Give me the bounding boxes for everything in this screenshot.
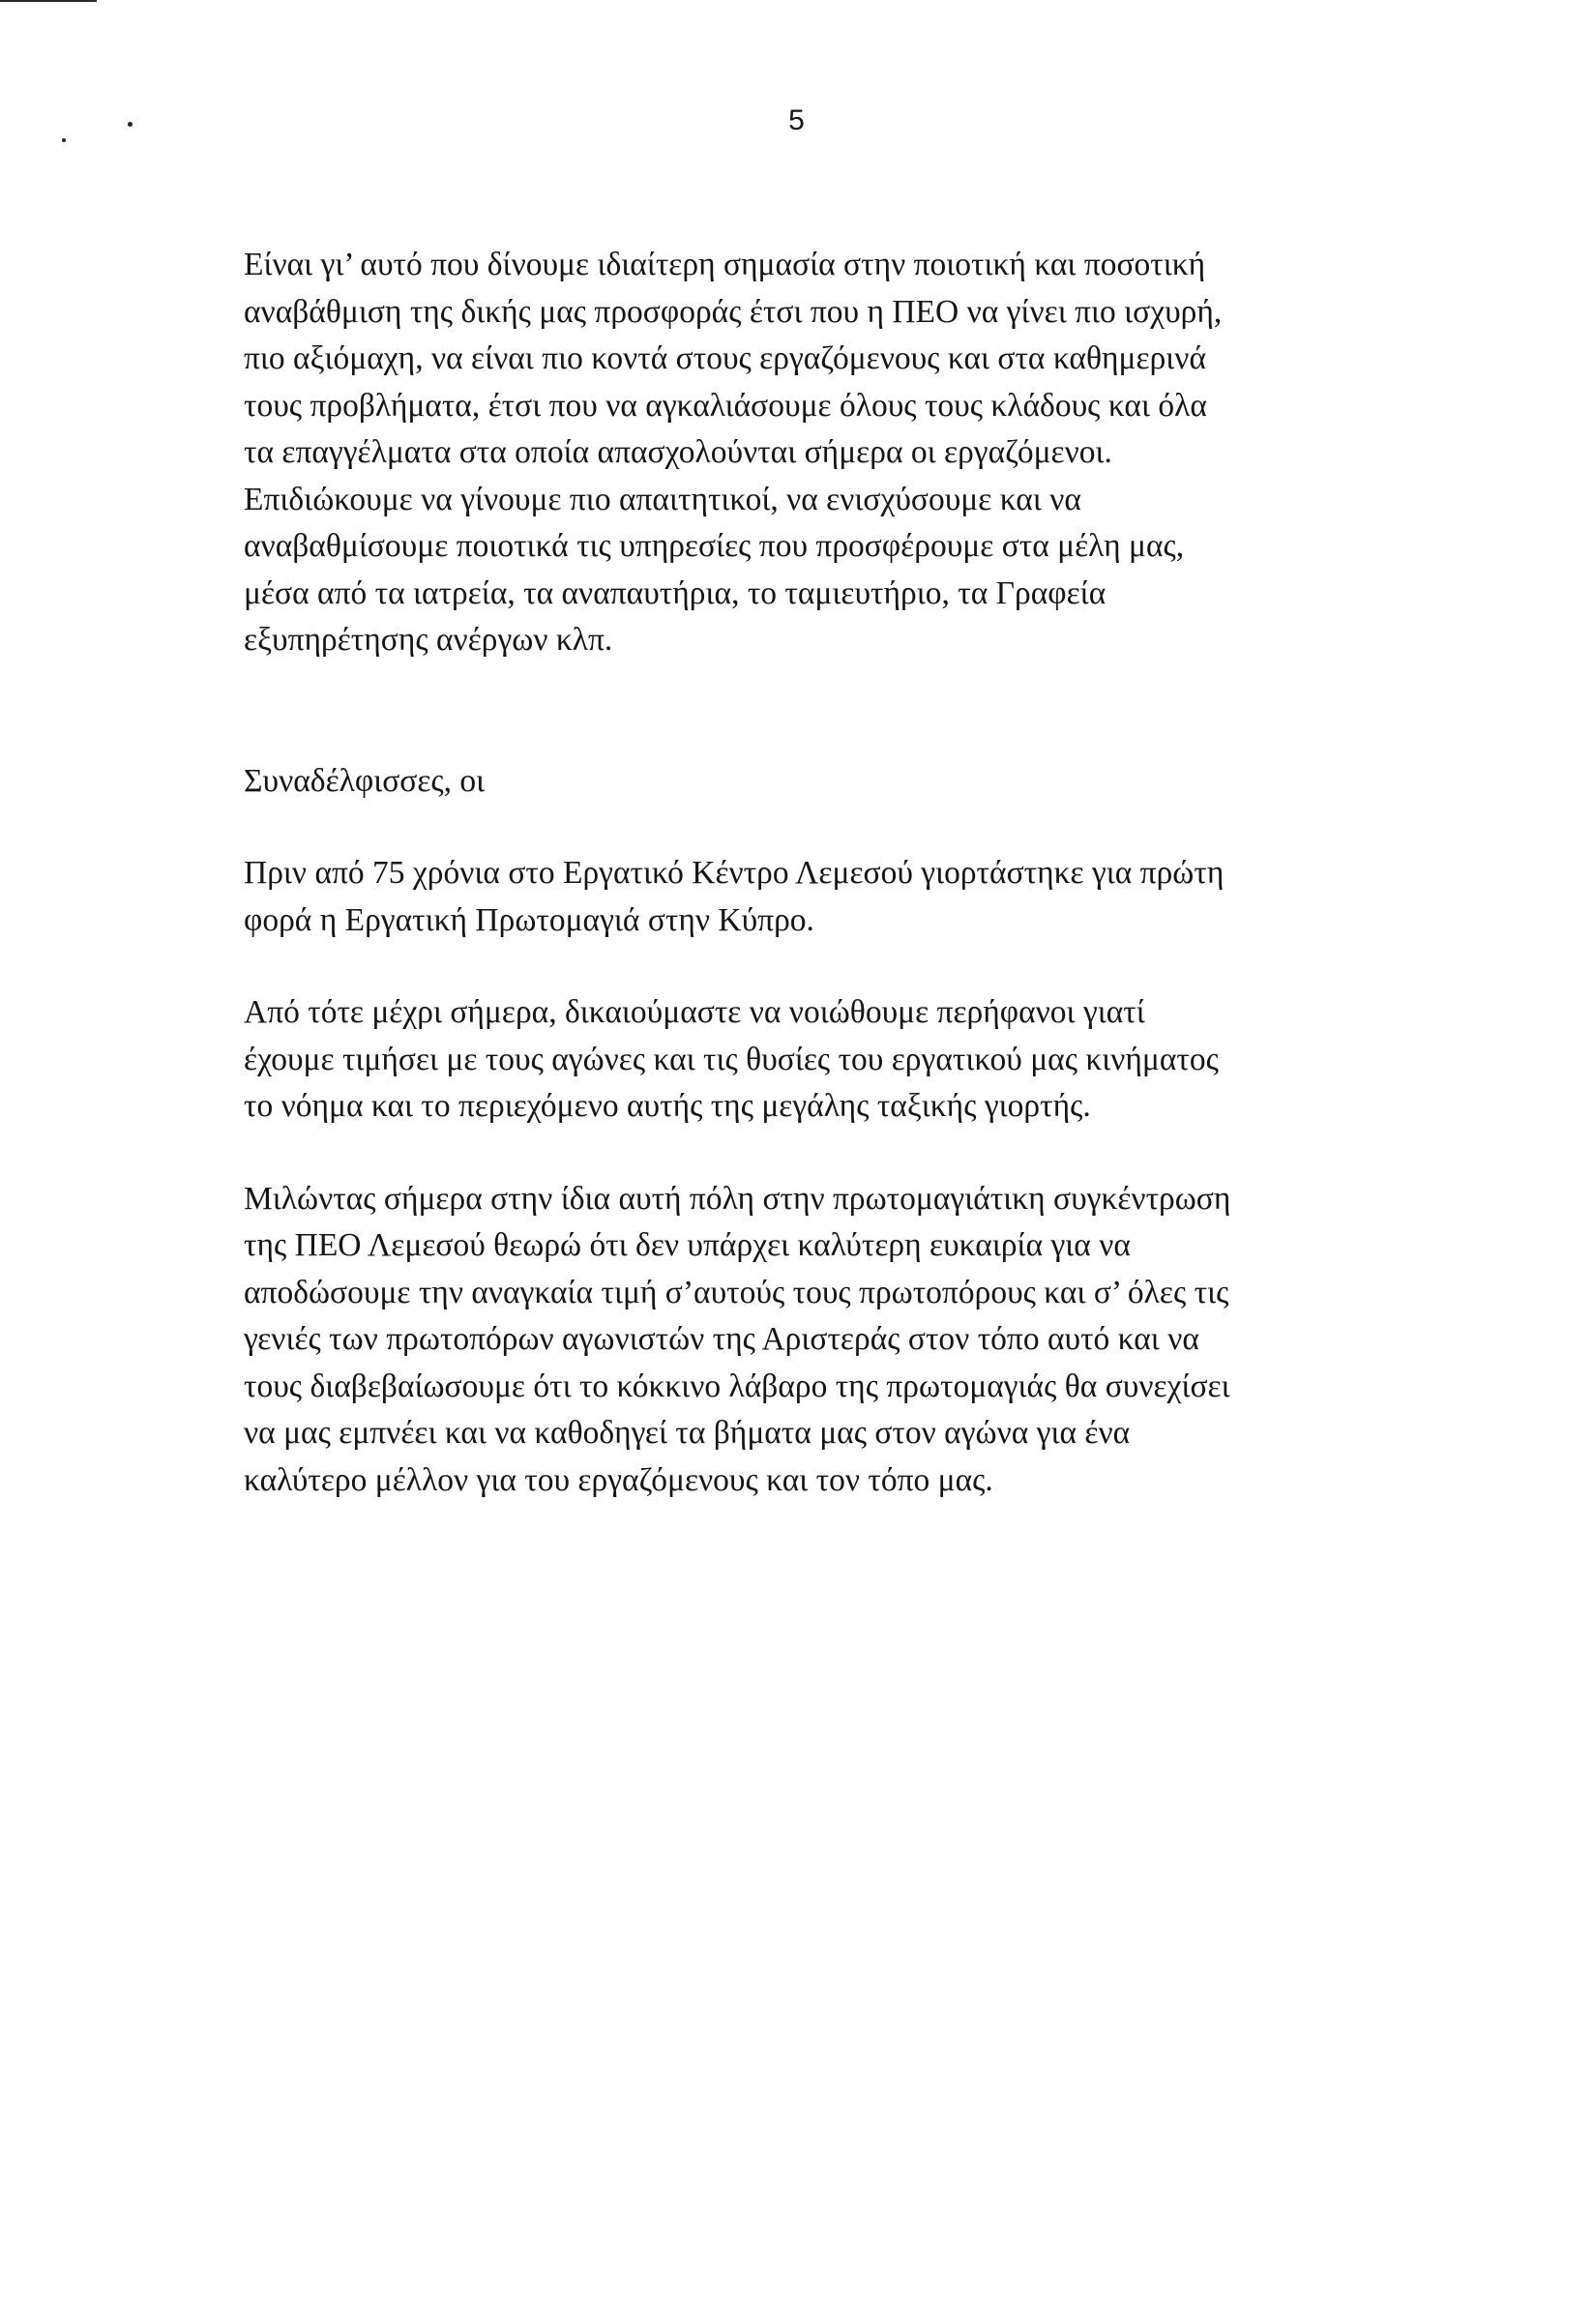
paragraph <box>244 989 1424 1131</box>
text-line: αναβάθμιση της δικής μας προσφοράς έτσι που η ΠΕΟ να γίνει πιο ισχυρή, <box>244 293 1223 330</box>
paragraph <box>244 242 1424 664</box>
page-number: 5 <box>788 104 805 136</box>
text-line: αποδώσουμε την αναγκαία τιμή σ’αυτούς τους πρωτοπόρους και σ’ όλες τις <box>244 1274 1229 1310</box>
scan-edge-mark <box>0 0 97 2</box>
text-line: της ΠΕΟ Λεμεσού θεωρώ ότι δεν υπάρχει καλύτερη ευκαιρία για να <box>244 1227 1131 1263</box>
text-line: Επιδιώκουμε να γίνουμε πιο απαιτητικοί, να ενισχύσουμε και να <box>244 481 1081 517</box>
text-line: Είναι γι’ αυτό που δίνουμε ιδιαίτερη σημασία στην ποιοτική και ποσοτική <box>244 247 1206 282</box>
text-line: να μας εμπνέει και να καθοδηγεί τα βήματα μας στον αγώνα για ένα <box>244 1415 1131 1451</box>
paragraph <box>244 850 1424 944</box>
paragraph <box>244 1176 1424 1505</box>
text-line: μέσα από τα ιατρεία, τα αναπαυτήρια, το ταμιευτήριο, τα Γραφεία <box>244 574 1106 611</box>
text-line: Πριν από 75 χρόνια στο Εργατικό Κέντρο Λεμεσού γιορτάστηκε για πρώτη <box>244 855 1224 891</box>
text-line: τους διαβεβαίωσουμε ότι το κόκκινο λάβαρο της πρωτομαγιάς θα συνεχίσει <box>244 1368 1230 1404</box>
text-line: εξυπηρέτησης ανέργων κλπ. <box>244 622 613 658</box>
text-line: αναβαθμίσουμε ποιοτικά τις υπηρεσίες που προσφέρουμε στα μέλη μας, <box>244 528 1185 564</box>
text-line: πιο αξιόμαχη, να είναι πιο κοντά στους εργαζόμενους και στα καθημερινά <box>244 340 1207 376</box>
document-body <box>244 242 1424 1504</box>
text-line: το νόημα και το περιεχόμενο αυτής της μεγάλης ταξικής γιορτής. <box>244 1088 1091 1124</box>
scan-speck <box>62 138 66 142</box>
text-line: Από τότε μέχρι σήμερα, δικαιούμαστε να νοιώθουμε περήφανοι γιατί <box>244 994 1145 1030</box>
text-line: Συναδέλφισσες, οι <box>244 762 486 799</box>
salutation <box>244 758 1424 806</box>
text-line: φορά η Εργατική Πρωτομαγιά στην Κύπρο. <box>244 901 814 938</box>
text-line: έχουμε τιμήσει με τους αγώνες και τις θυσίες του εργατικού μας κινήματος <box>244 1041 1219 1077</box>
text-line: τους προβλήματα, έτσι που να αγκαλιάσουμε όλους τους κλάδους και όλα <box>244 387 1207 424</box>
text-line: γενιές των πρωτοπόρων αγωνιστών της Αριστεράς στον τόπο αυτό και να <box>244 1321 1199 1357</box>
text-line: τα επαγγέλματα στα οποία απασχολούνται σήμερα οι εργαζόμενοι. <box>244 434 1112 470</box>
text-line: καλύτερο μέλλον για του εργαζόμενους και τον τόπο μας. <box>244 1461 993 1498</box>
text-line: Μιλώντας σήμερα στην ίδια αυτή πόλη στην πρωτομαγιάτικη συγκέντρωση <box>244 1180 1231 1217</box>
